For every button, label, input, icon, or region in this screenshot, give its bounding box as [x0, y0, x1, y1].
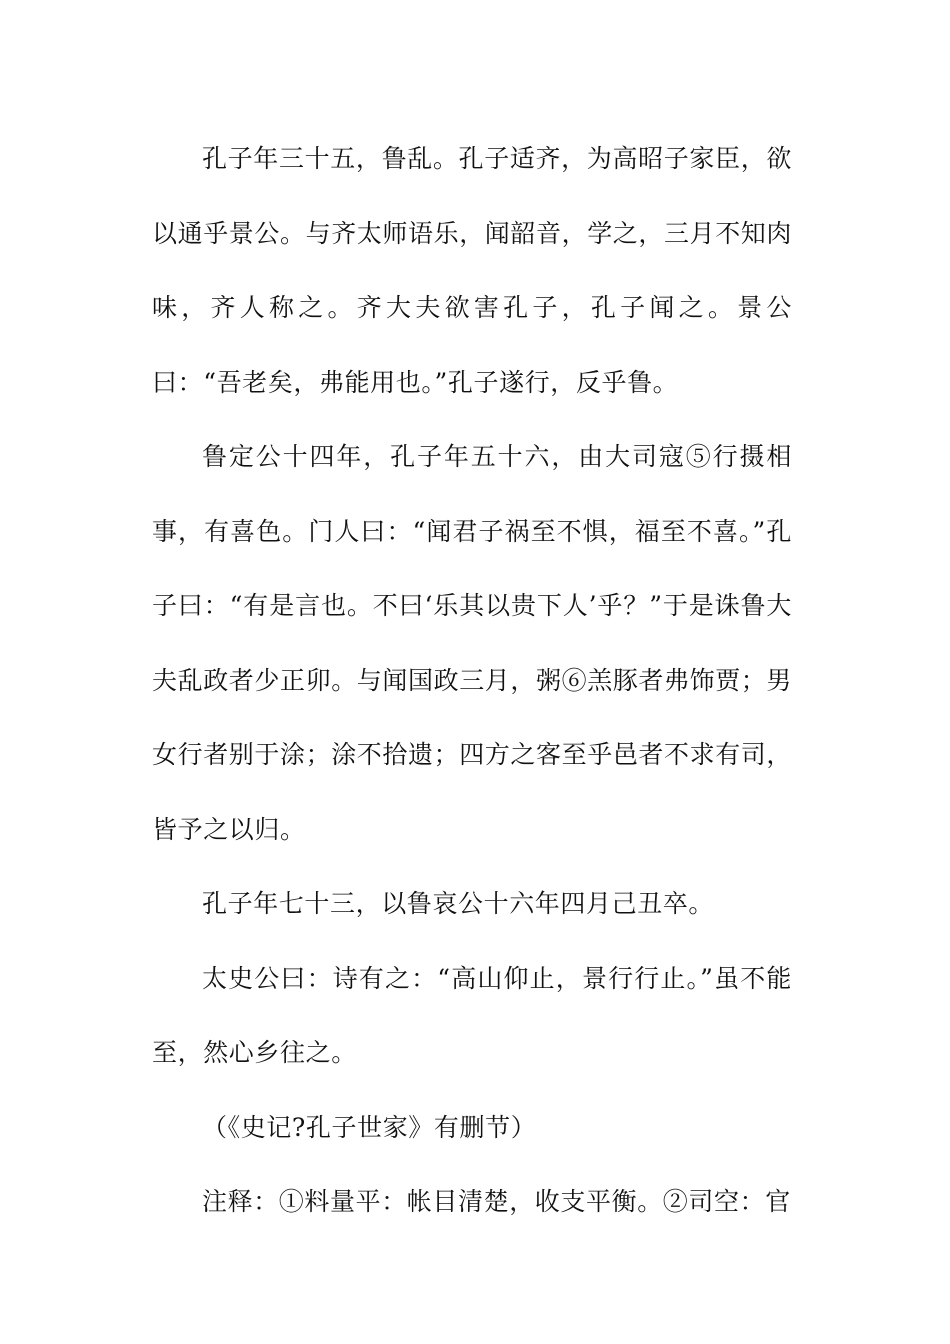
paragraph-confucius-death: 孔子年七十三，以鲁哀公十六年四月己丑卒。	[202, 889, 715, 918]
paragraph-lu-dinggong-14: 鲁定公十四年，孔子年五十六，由大司寇⑤行摄相事，有喜色。门人曰：“闻君子祸至不惧，福至不喜。”孔子曰：“有是言也。不曰‘乐其以贵下人’乎？”于是诛鲁大夫乱政者少正卯。与闻国政三月，粥⑥羔豚者弗饰贾；男女行者别于涂；涂不拾遗；四方之客至乎邑者不求有司，皆予之以归。	[152, 442, 793, 844]
document-body	[152, 122, 792, 1240]
paragraph-annotations: 注释：①料量平：帐目清楚，收支平衡。②司空：官	[202, 1187, 791, 1216]
paragraph-source-note: （《史记?孔子世家》有删节）	[202, 1112, 537, 1142]
paragraph-taishigong-comment: 太史公曰：诗有之：“高山仰止，景行行止。”虽不能至，然心乡往之。	[152, 963, 792, 1067]
paragraph-confucius-age-35: 孔子年三十五，鲁乱。孔子适齐，为高昭子家臣，欲以通乎景公。与齐太师语乐，闻韶音，学之，三月不知肉味，齐人称之。齐大夫欲害孔子，孔子闻之。景公曰：“吾老矣，弗能用也。”孔子遂行，反乎鲁。	[152, 144, 793, 397]
